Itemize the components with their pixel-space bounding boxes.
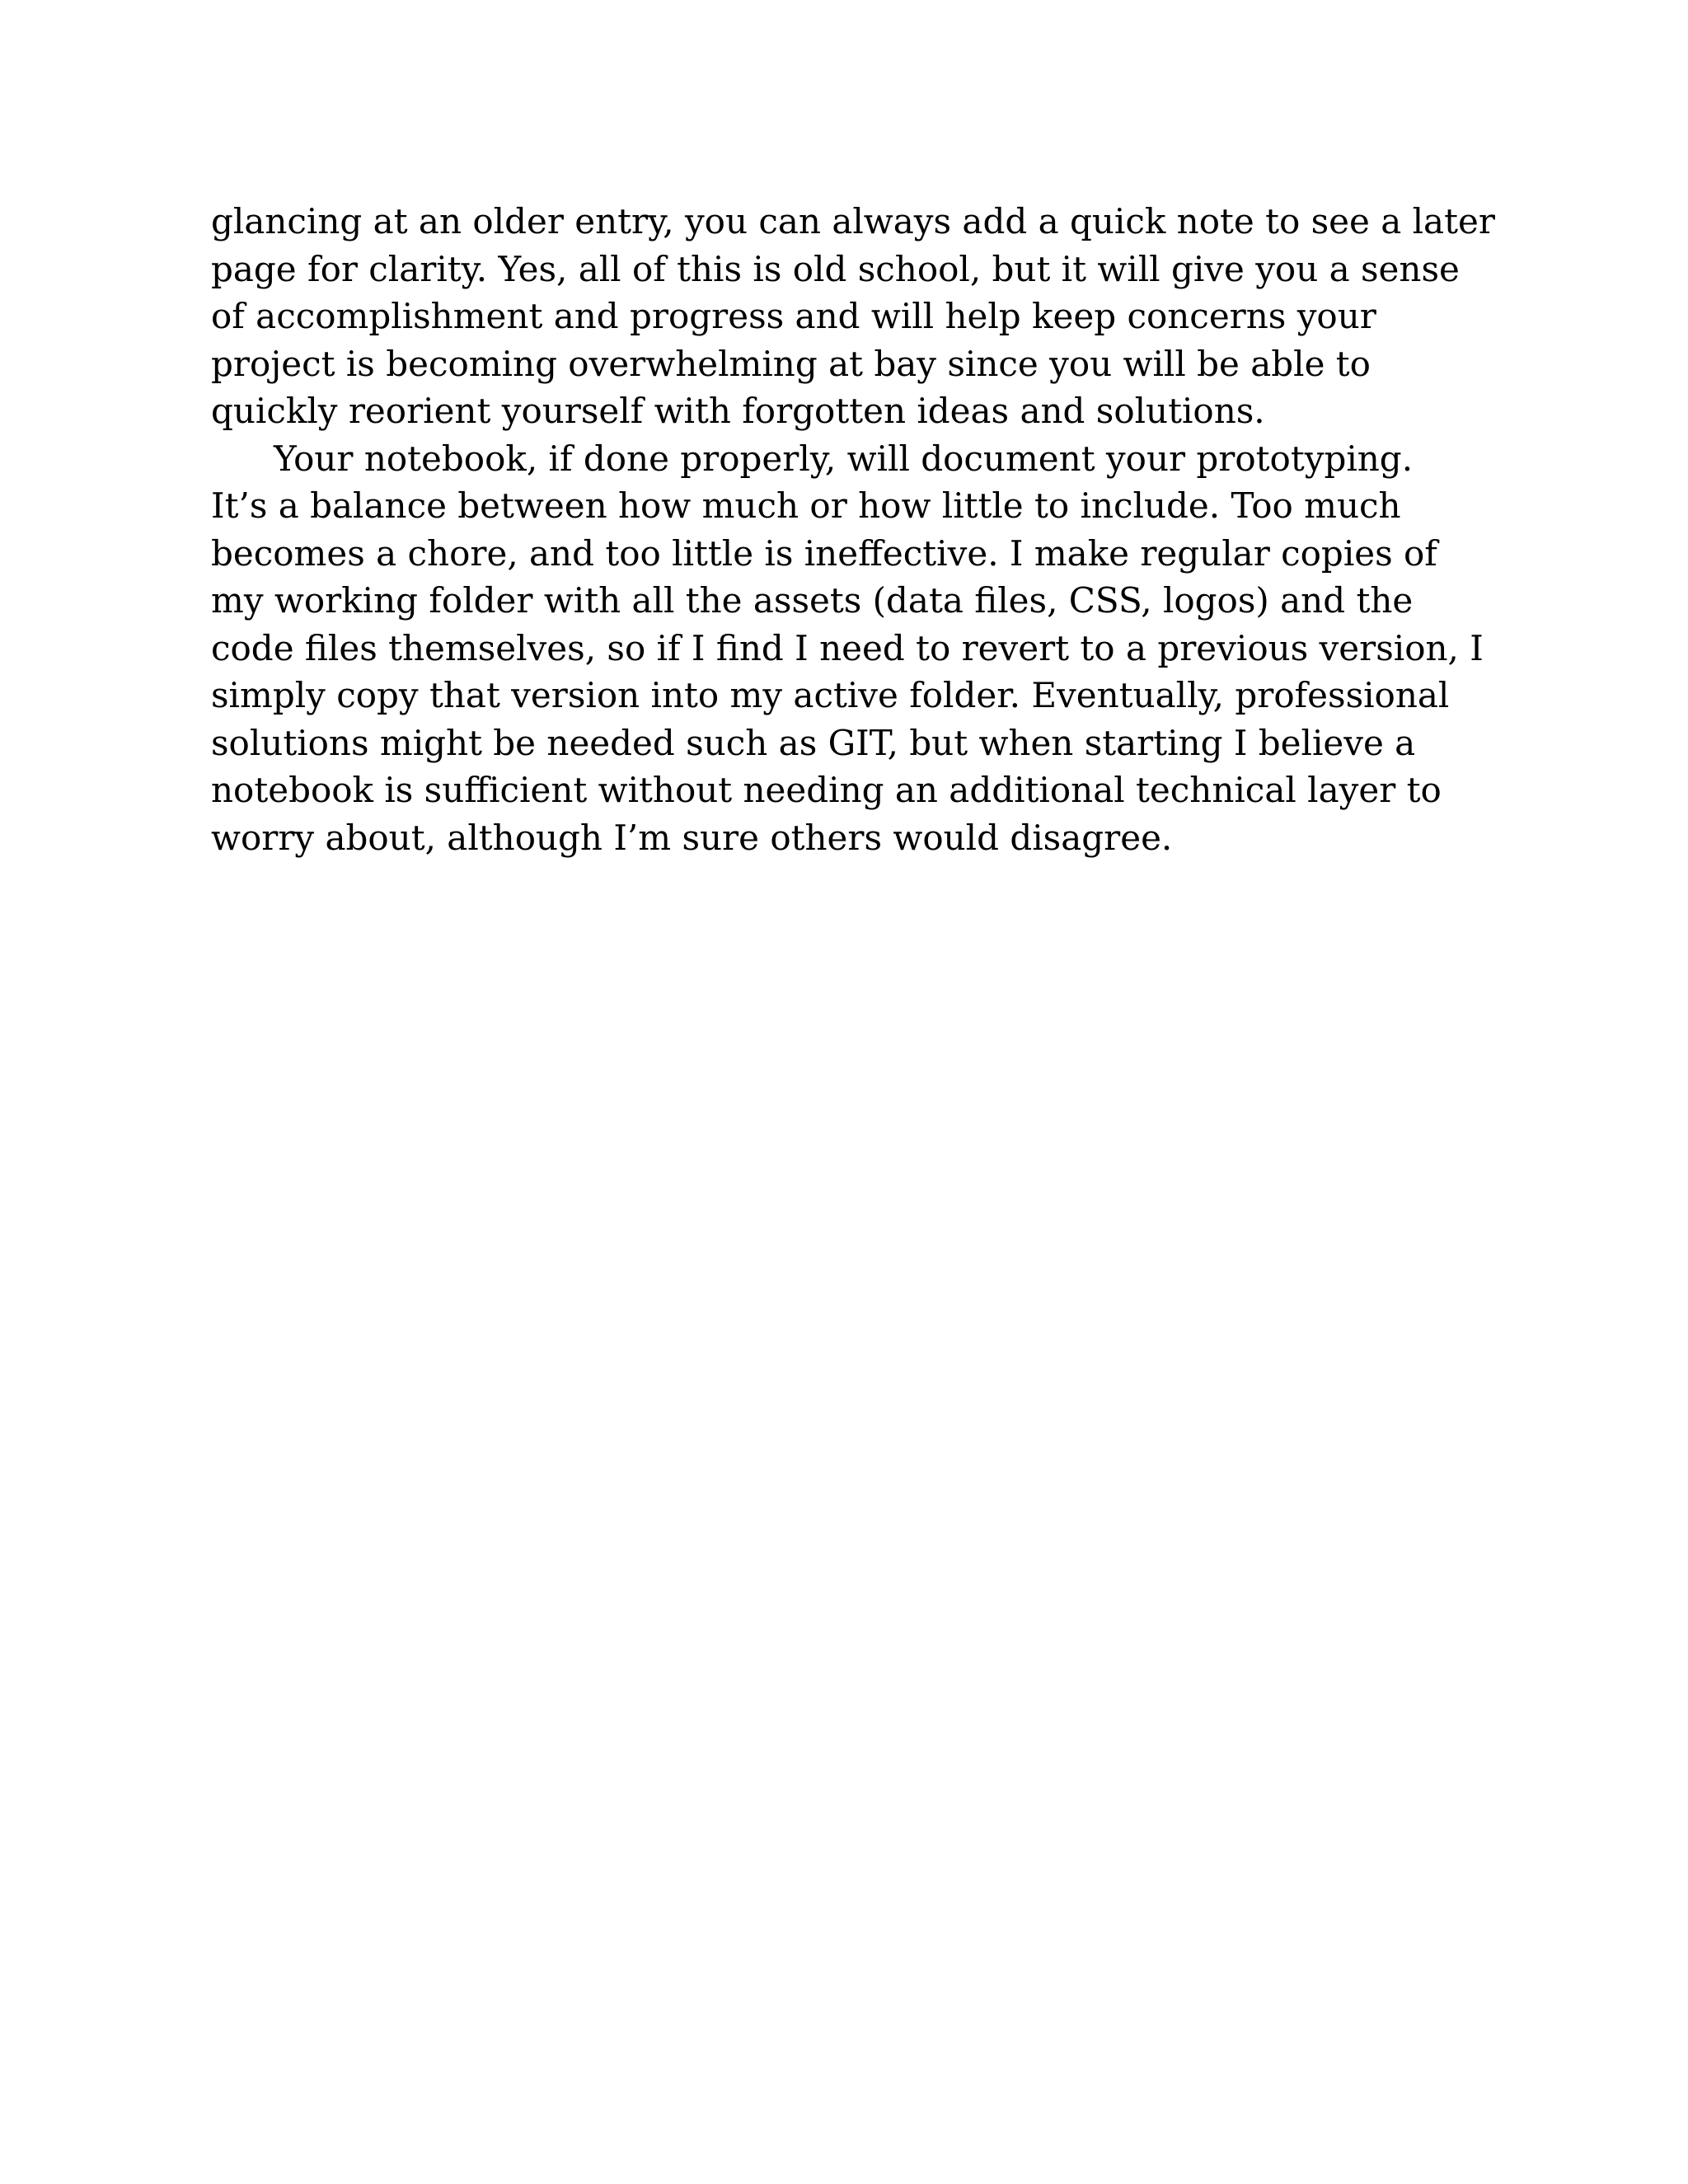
text-line-indented: Your notebook, if done properly, will document your prototyping. <box>274 438 1414 479</box>
text-line: quickly reorient yourself with forgotten ideas and solutions. <box>211 391 1265 431</box>
paragraph-2 <box>211 435 1484 862</box>
text-line: simply copy that version into my active folder. Eventually, professional <box>211 675 1450 715</box>
text-line: worry about, although I’m sure others would disagree. <box>211 817 1173 858</box>
text-line: notebook is sufficient without needing an additional technical layer to <box>211 770 1442 810</box>
text-line: my working folder with all the assets (data files, CSS, logos) and the <box>211 580 1414 621</box>
text-line: glancing at an older entry, you can always add a quick note to see a later <box>211 201 1495 241</box>
text-line: project is becoming overwhelming at bay since you will be able to <box>211 343 1371 384</box>
body-text <box>211 198 1495 861</box>
text-line: becomes a chore, and too little is ineffective. I make regular copies of <box>211 532 1437 574</box>
text-line: solutions might be needed such as GIT, but when starting I believe a <box>211 722 1416 763</box>
paragraph-1 <box>211 198 1495 435</box>
text-line: code files themselves, so if I find I need to revert to a previous version, I <box>211 627 1484 668</box>
text-line: of accomplishment and progress and will help keep concerns your <box>211 296 1376 336</box>
text-line: page for clarity. Yes, all of this is old school, but it will give you a sense <box>211 248 1460 289</box>
text-line: It’s a balance between how much or how little to include. Too much <box>211 485 1401 526</box>
